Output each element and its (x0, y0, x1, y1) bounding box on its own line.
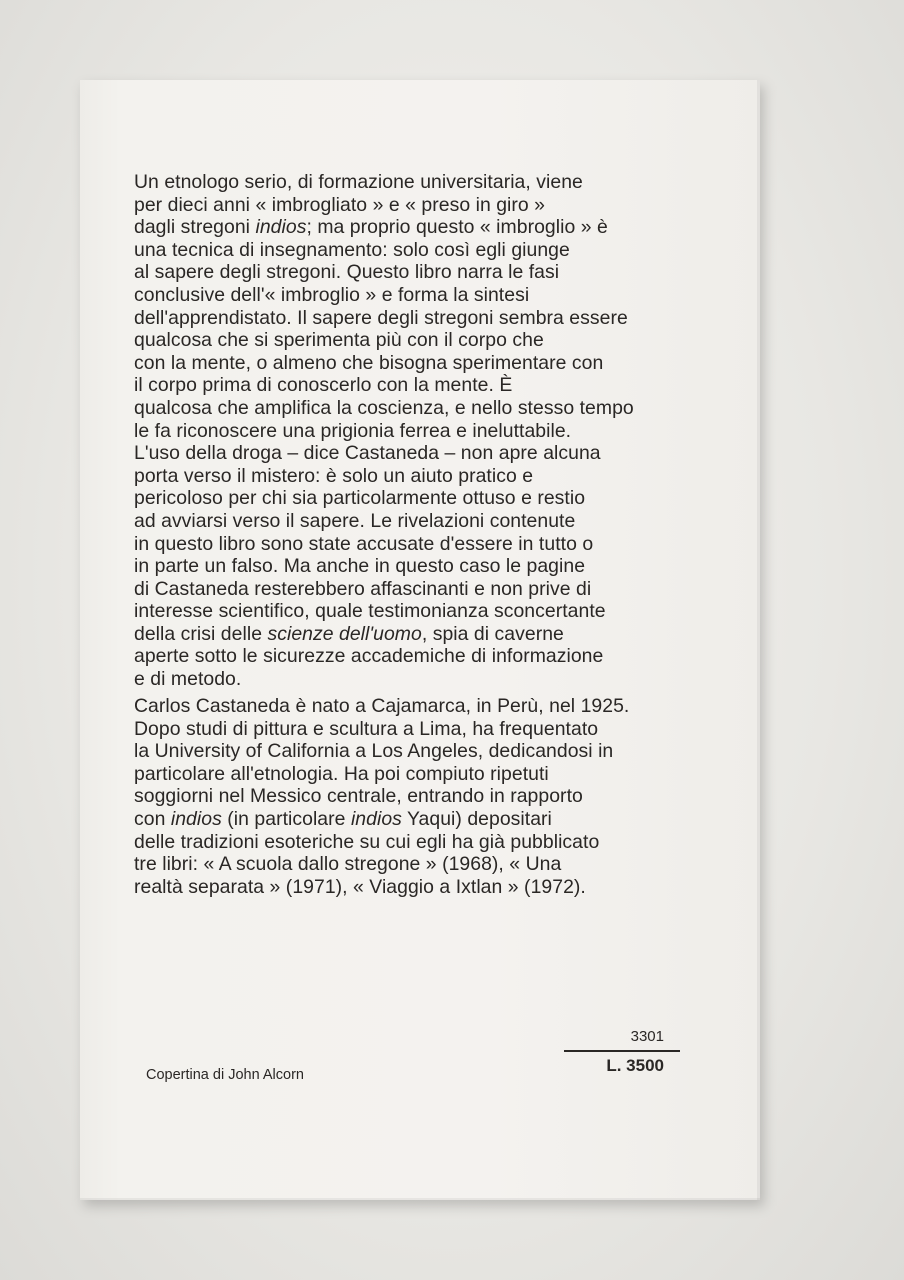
italic-term: indios (170, 807, 222, 830)
price-block (564, 1028, 680, 1077)
price-divider (564, 1050, 680, 1052)
cover-credit: Copertina di John Alcorn (146, 1067, 304, 1083)
italic-term: indios (255, 216, 307, 239)
text-line: porta verso il mistero: è solo un aiuto pratico e (134, 464, 534, 487)
text-line: le fa riconoscere una prigionia ferrea e ineluttabile. (134, 419, 572, 442)
text-line: Dopo studi di pittura e scultura a Lima, ha frequentato (134, 717, 599, 740)
italic-term: scienze dell'uomo (267, 622, 422, 645)
text-line: ad avviarsi verso il sapere. Le rivelazioni contenute (134, 509, 576, 532)
text-line: per dieci anni « imbrogliato » e « preso in giro » (134, 193, 546, 216)
synopsis-text (134, 171, 744, 691)
text-line: con la mente, o almeno che bisogna sperimentare con (134, 351, 604, 374)
text-line: di Castaneda resterebbero affascinanti e non prive di (134, 577, 592, 600)
text-line: realtà separata » (1971), « Viaggio a Ixtlan » (1972). (134, 875, 586, 898)
text-line: Un etnologo serio, di formazione universitaria, viene (134, 171, 583, 193)
text-line: qualcosa che amplifica la coscienza, e nello stesso tempo (134, 396, 634, 419)
text-line: il corpo prima di conoscerlo con la mente. È (134, 374, 513, 397)
text-line: della crisi delle scienze dell'uomo, spia di caverne (134, 622, 564, 645)
price-label: L. 3500 (606, 1055, 664, 1075)
text-line: soggiorni nel Messico centrale, entrando in rapporto (134, 785, 583, 808)
text-line: particolare all'etnologia. Ha poi compiuto ripetuti (134, 762, 549, 785)
text-line: con indios (in particolare indios Yaqui) depositari (134, 807, 552, 830)
text-line: pericoloso per chi sia particolarmente ottuso e restio (134, 487, 586, 510)
catalog-code: 3301 (630, 1028, 664, 1045)
text-line: qualcosa che si sperimenta più con il corpo che (134, 329, 544, 352)
text-line: in parte un falso. Ma anche in questo caso le pagine (134, 555, 586, 578)
text-line: dagli stregoni indios; ma proprio questo « imbroglio » è (134, 216, 608, 239)
text-line: interesse scientifico, quale testimonianza sconcertante (134, 600, 606, 623)
text-line: Carlos Castaneda è nato a Cajamarca, in Perù, nel 1925. (134, 695, 630, 717)
text-line: la University of California a Los Angeles, dedicandosi in (134, 740, 614, 763)
text-line: dell'apprendistato. Il sapere degli stregoni sembra essere (134, 306, 628, 329)
text-line: tre libri: « A scuola dallo stregone » (1968), « Una (134, 853, 562, 876)
text-line: conclusive dell'« imbroglio » e forma la sintesi (134, 283, 530, 306)
italic-term: indios (350, 807, 402, 830)
text-line: in questo libro sono state accusate d'essere in tutto o (134, 532, 594, 555)
text-line: e di metodo. (134, 668, 242, 691)
text-line: aperte sotto le sicurezze accademiche di informazione (134, 645, 604, 668)
book-back-cover (80, 80, 760, 1200)
author-biography (134, 695, 744, 898)
text-line: al sapere degli stregoni. Questo libro narra le fasi (134, 261, 560, 284)
text-line: L'uso della droga – dice Castaneda – non apre alcuna (134, 442, 601, 465)
text-line: delle tradizioni esoteriche su cui egli ha già pubblicato (134, 830, 600, 853)
text-line: una tecnica di insegnamento: solo così egli giunge (134, 238, 570, 261)
